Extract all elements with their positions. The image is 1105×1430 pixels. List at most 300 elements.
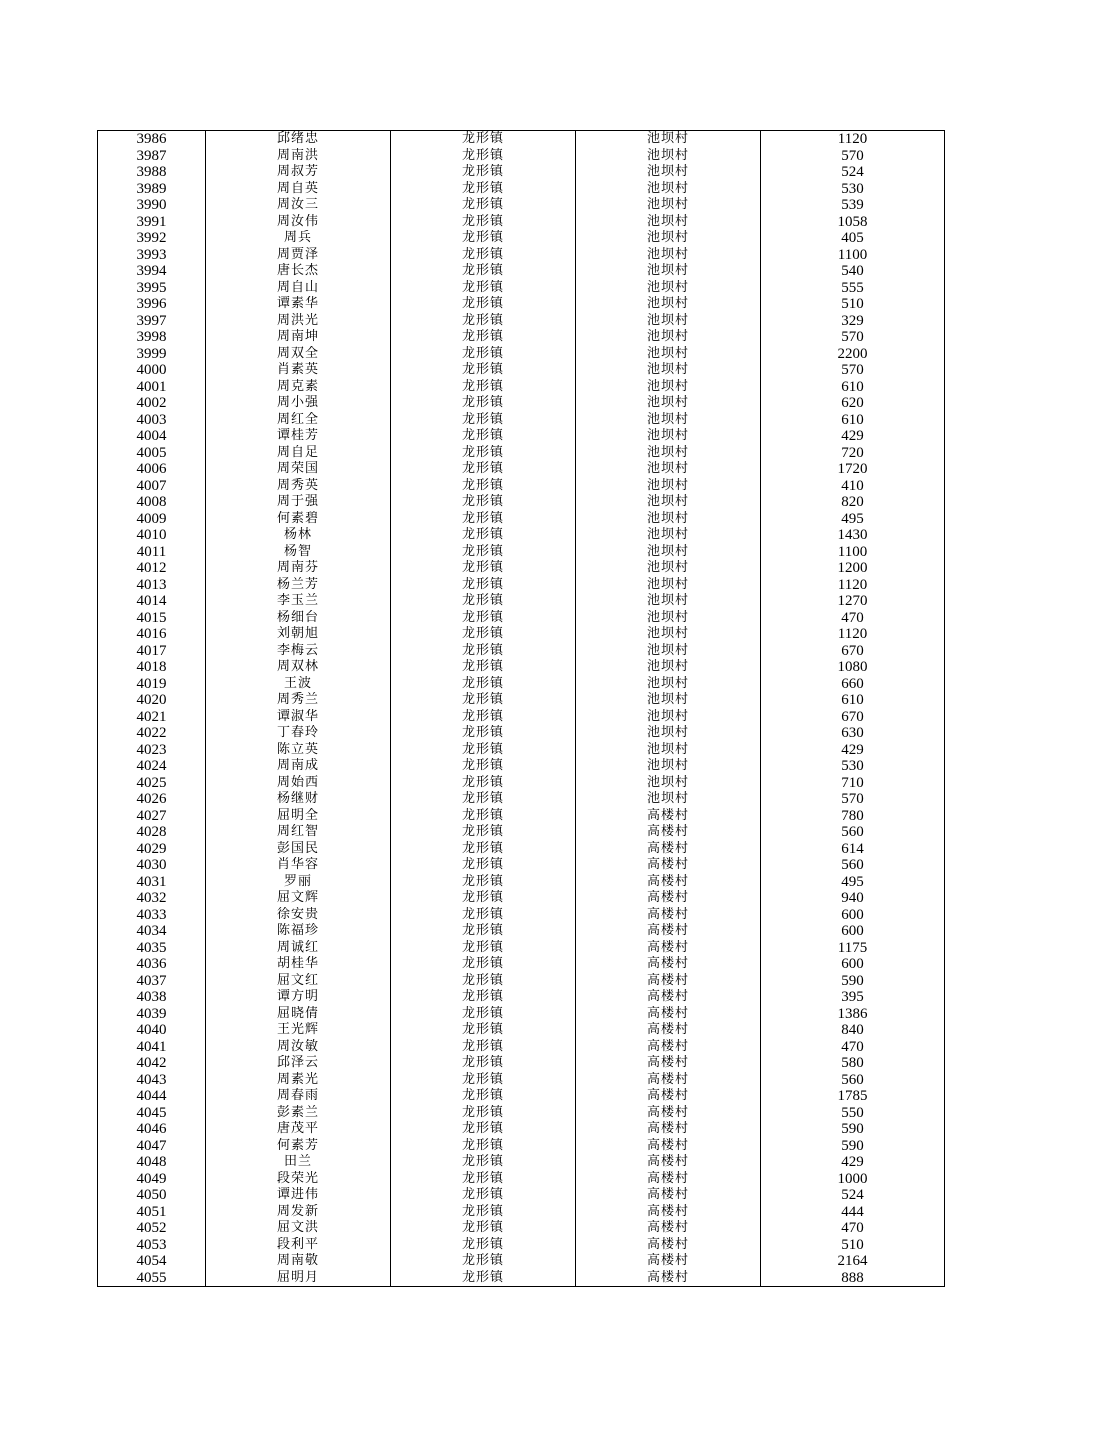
town-cell: 龙形镇 [391,197,576,214]
town-cell: 龙形镇 [391,181,576,198]
village-cell: 池坝村 [576,659,761,676]
name-cell: 唐茂平 [206,1121,391,1138]
village-cell: 高楼村 [576,1187,761,1204]
amount-cell: 720 [761,445,945,462]
village-cell: 高楼村 [576,1220,761,1237]
name-cell: 周始西 [206,775,391,792]
amount-cell: 1175 [761,940,945,957]
serial-number-cell: 4028 [98,824,206,841]
town-cell: 龙形镇 [391,659,576,676]
name-cell: 周南洪 [206,148,391,165]
town-cell: 龙形镇 [391,593,576,610]
serial-number-cell: 3994 [98,263,206,280]
table-row [98,148,945,165]
name-cell: 田兰 [206,1154,391,1171]
village-cell: 池坝村 [576,131,761,148]
amount-cell: 570 [761,362,945,379]
amount-cell: 670 [761,643,945,660]
table-row [98,131,945,148]
village-cell: 池坝村 [576,626,761,643]
amount-cell: 395 [761,989,945,1006]
town-cell: 龙形镇 [391,1154,576,1171]
village-cell: 池坝村 [576,313,761,330]
town-cell: 龙形镇 [391,1088,576,1105]
town-cell: 龙形镇 [391,643,576,660]
serial-number-cell: 4017 [98,643,206,660]
town-cell: 龙形镇 [391,676,576,693]
village-cell: 高楼村 [576,874,761,891]
table-row [98,478,945,495]
town-cell: 龙形镇 [391,775,576,792]
amount-cell: 600 [761,956,945,973]
serial-number-cell: 4049 [98,1171,206,1188]
village-cell: 池坝村 [576,511,761,528]
town-cell: 龙形镇 [391,379,576,396]
name-cell: 王光辉 [206,1022,391,1039]
serial-number-cell: 4053 [98,1237,206,1254]
village-cell: 高楼村 [576,973,761,990]
name-cell: 周荣国 [206,461,391,478]
serial-number-cell: 4029 [98,841,206,858]
amount-cell: 1120 [761,577,945,594]
serial-number-cell: 4047 [98,1138,206,1155]
table-row [98,923,945,940]
table-row [98,329,945,346]
serial-number-cell: 4045 [98,1105,206,1122]
table-row [98,643,945,660]
amount-cell: 1270 [761,593,945,610]
town-cell: 龙形镇 [391,956,576,973]
serial-number-cell: 4042 [98,1055,206,1072]
name-cell: 周发新 [206,1204,391,1221]
table-row [98,445,945,462]
serial-number-cell: 3997 [98,313,206,330]
amount-cell: 470 [761,1039,945,1056]
town-cell: 龙形镇 [391,610,576,627]
amount-cell: 429 [761,428,945,445]
serial-number-cell: 3987 [98,148,206,165]
serial-number-cell: 4005 [98,445,206,462]
village-cell: 高楼村 [576,989,761,1006]
name-cell: 陈福珍 [206,923,391,940]
town-cell: 龙形镇 [391,329,576,346]
serial-number-cell: 4002 [98,395,206,412]
serial-number-cell: 4012 [98,560,206,577]
table-row [98,874,945,891]
village-cell: 高楼村 [576,1171,761,1188]
town-cell: 龙形镇 [391,428,576,445]
village-cell: 池坝村 [576,676,761,693]
amount-cell: 470 [761,1220,945,1237]
name-cell: 周春雨 [206,1088,391,1105]
name-cell: 周红全 [206,412,391,429]
town-cell: 龙形镇 [391,742,576,759]
town-cell: 龙形镇 [391,247,576,264]
table-row [98,1154,945,1171]
serial-number-cell: 4054 [98,1253,206,1270]
amount-cell: 888 [761,1270,945,1287]
town-cell: 龙形镇 [391,1039,576,1056]
table-row [98,956,945,973]
table-row [98,1072,945,1089]
serial-number-cell: 3995 [98,280,206,297]
name-cell: 周双全 [206,346,391,363]
village-cell: 高楼村 [576,907,761,924]
village-cell: 池坝村 [576,214,761,231]
amount-cell: 1120 [761,626,945,643]
serial-number-cell: 3989 [98,181,206,198]
table-row [98,791,945,808]
village-cell: 高楼村 [576,1154,761,1171]
amount-cell: 429 [761,1154,945,1171]
name-cell: 周兵 [206,230,391,247]
town-cell: 龙形镇 [391,296,576,313]
amount-cell: 329 [761,313,945,330]
amount-cell: 630 [761,725,945,742]
name-cell: 陈立英 [206,742,391,759]
table-row [98,742,945,759]
amount-cell: 539 [761,197,945,214]
amount-cell: 2200 [761,346,945,363]
table-row [98,1204,945,1221]
name-cell: 杨细台 [206,610,391,627]
table-row [98,544,945,561]
amount-cell: 610 [761,692,945,709]
village-cell: 池坝村 [576,230,761,247]
town-cell: 龙形镇 [391,1253,576,1270]
name-cell: 周小强 [206,395,391,412]
town-cell: 龙形镇 [391,263,576,280]
amount-cell: 600 [761,907,945,924]
table-row [98,1253,945,1270]
village-cell: 高楼村 [576,1253,761,1270]
name-cell: 周红智 [206,824,391,841]
table-row [98,709,945,726]
table-row [98,1006,945,1023]
amount-cell: 614 [761,841,945,858]
town-cell: 龙形镇 [391,214,576,231]
table-row [98,610,945,627]
name-cell: 谭素华 [206,296,391,313]
name-cell: 周贾泽 [206,247,391,264]
village-cell: 高楼村 [576,956,761,973]
serial-number-cell: 4033 [98,907,206,924]
amount-cell: 1100 [761,247,945,264]
name-cell: 杨兰芳 [206,577,391,594]
amount-cell: 940 [761,890,945,907]
serial-number-cell: 4013 [98,577,206,594]
serial-number-cell: 4027 [98,808,206,825]
town-cell: 龙形镇 [391,1270,576,1287]
amount-cell: 560 [761,857,945,874]
serial-number-cell: 4024 [98,758,206,775]
table-row [98,857,945,874]
town-cell: 龙形镇 [391,1055,576,1072]
name-cell: 周克素 [206,379,391,396]
table-row [98,494,945,511]
town-cell: 龙形镇 [391,577,576,594]
amount-cell: 1200 [761,560,945,577]
table-row [98,511,945,528]
village-cell: 池坝村 [576,643,761,660]
amount-cell: 590 [761,1121,945,1138]
village-cell: 高楼村 [576,1204,761,1221]
town-cell: 龙形镇 [391,709,576,726]
amount-cell: 610 [761,379,945,396]
table-row [98,824,945,841]
town-cell: 龙形镇 [391,230,576,247]
town-cell: 龙形镇 [391,1072,576,1089]
table-row [98,346,945,363]
serial-number-cell: 4000 [98,362,206,379]
name-cell: 周南成 [206,758,391,775]
name-cell: 杨继财 [206,791,391,808]
table-row [98,280,945,297]
serial-number-cell: 4025 [98,775,206,792]
town-cell: 龙形镇 [391,1121,576,1138]
table-row [98,676,945,693]
roster-table-body [98,131,945,1287]
table-row [98,989,945,1006]
table-row [98,230,945,247]
amount-cell: 570 [761,148,945,165]
name-cell: 屈明月 [206,1270,391,1287]
amount-cell: 590 [761,973,945,990]
serial-number-cell: 4021 [98,709,206,726]
serial-number-cell: 4031 [98,874,206,891]
serial-number-cell: 4052 [98,1220,206,1237]
village-cell: 高楼村 [576,1072,761,1089]
amount-cell: 510 [761,296,945,313]
table-row [98,1237,945,1254]
village-cell: 高楼村 [576,1006,761,1023]
town-cell: 龙形镇 [391,445,576,462]
village-cell: 池坝村 [576,296,761,313]
amount-cell: 495 [761,511,945,528]
name-cell: 周自山 [206,280,391,297]
town-cell: 龙形镇 [391,890,576,907]
village-cell: 池坝村 [576,593,761,610]
name-cell: 谭淑华 [206,709,391,726]
amount-cell: 600 [761,923,945,940]
town-cell: 龙形镇 [391,874,576,891]
name-cell: 段荣光 [206,1171,391,1188]
serial-number-cell: 4009 [98,511,206,528]
town-cell: 龙形镇 [391,791,576,808]
town-cell: 龙形镇 [391,1022,576,1039]
town-cell: 龙形镇 [391,725,576,742]
town-cell: 龙形镇 [391,560,576,577]
table-row [98,247,945,264]
table-row [98,808,945,825]
table-row [98,1105,945,1122]
name-cell: 周汝三 [206,197,391,214]
name-cell: 周双林 [206,659,391,676]
amount-cell: 405 [761,230,945,247]
amount-cell: 1120 [761,131,945,148]
serial-number-cell: 3991 [98,214,206,231]
amount-cell: 570 [761,329,945,346]
serial-number-cell: 4038 [98,989,206,1006]
amount-cell: 780 [761,808,945,825]
amount-cell: 670 [761,709,945,726]
village-cell: 高楼村 [576,1105,761,1122]
name-cell: 李玉兰 [206,593,391,610]
name-cell: 周汝敏 [206,1039,391,1056]
serial-number-cell: 3990 [98,197,206,214]
name-cell: 杨林 [206,527,391,544]
serial-number-cell: 4006 [98,461,206,478]
town-cell: 龙形镇 [391,1105,576,1122]
village-cell: 池坝村 [576,148,761,165]
serial-number-cell: 4023 [98,742,206,759]
serial-number-cell: 4055 [98,1270,206,1287]
town-cell: 龙形镇 [391,412,576,429]
table-row [98,214,945,231]
amount-cell: 510 [761,1237,945,1254]
serial-number-cell: 4008 [98,494,206,511]
name-cell: 何素芳 [206,1138,391,1155]
serial-number-cell: 4040 [98,1022,206,1039]
name-cell: 刘朝旭 [206,626,391,643]
serial-number-cell: 4014 [98,593,206,610]
village-cell: 池坝村 [576,494,761,511]
town-cell: 龙形镇 [391,841,576,858]
village-cell: 池坝村 [576,461,761,478]
village-cell: 池坝村 [576,692,761,709]
serial-number-cell: 4019 [98,676,206,693]
table-row [98,197,945,214]
amount-cell: 590 [761,1138,945,1155]
town-cell: 龙形镇 [391,907,576,924]
village-cell: 高楼村 [576,808,761,825]
serial-number-cell: 4032 [98,890,206,907]
village-cell: 高楼村 [576,1237,761,1254]
name-cell: 王波 [206,676,391,693]
name-cell: 周南坤 [206,329,391,346]
serial-number-cell: 4003 [98,412,206,429]
table-row [98,907,945,924]
town-cell: 龙形镇 [391,1171,576,1188]
serial-number-cell: 4022 [98,725,206,742]
serial-number-cell: 4035 [98,940,206,957]
name-cell: 谭进伟 [206,1187,391,1204]
amount-cell: 660 [761,676,945,693]
name-cell: 屈文洪 [206,1220,391,1237]
serial-number-cell: 4001 [98,379,206,396]
serial-number-cell: 3999 [98,346,206,363]
serial-number-cell: 4044 [98,1088,206,1105]
table-row [98,593,945,610]
table-row [98,379,945,396]
serial-number-cell: 4026 [98,791,206,808]
amount-cell: 610 [761,412,945,429]
village-cell: 高楼村 [576,1121,761,1138]
table-row [98,181,945,198]
serial-number-cell: 4020 [98,692,206,709]
table-row [98,1022,945,1039]
amount-cell: 1080 [761,659,945,676]
amount-cell: 710 [761,775,945,792]
serial-number-cell: 3992 [98,230,206,247]
amount-cell: 524 [761,1187,945,1204]
serial-number-cell: 4034 [98,923,206,940]
town-cell: 龙形镇 [391,511,576,528]
amount-cell: 840 [761,1022,945,1039]
town-cell: 龙形镇 [391,346,576,363]
town-cell: 龙形镇 [391,1138,576,1155]
serial-number-cell: 3993 [98,247,206,264]
table-row [98,758,945,775]
town-cell: 龙形镇 [391,923,576,940]
amount-cell: 560 [761,824,945,841]
town-cell: 龙形镇 [391,808,576,825]
amount-cell: 410 [761,478,945,495]
serial-number-cell: 4039 [98,1006,206,1023]
name-cell: 周秀兰 [206,692,391,709]
town-cell: 龙形镇 [391,989,576,1006]
village-cell: 高楼村 [576,1138,761,1155]
amount-cell: 530 [761,758,945,775]
serial-number-cell: 4016 [98,626,206,643]
name-cell: 屈文辉 [206,890,391,907]
serial-number-cell: 4041 [98,1039,206,1056]
name-cell: 周素光 [206,1072,391,1089]
town-cell: 龙形镇 [391,164,576,181]
name-cell: 周诚红 [206,940,391,957]
amount-cell: 495 [761,874,945,891]
name-cell: 胡桂华 [206,956,391,973]
name-cell: 唐长杰 [206,263,391,280]
serial-number-cell: 4051 [98,1204,206,1221]
village-cell: 池坝村 [576,280,761,297]
amount-cell: 570 [761,791,945,808]
village-cell: 池坝村 [576,247,761,264]
table-row [98,1187,945,1204]
town-cell: 龙形镇 [391,1204,576,1221]
name-cell: 杨智 [206,544,391,561]
town-cell: 龙形镇 [391,280,576,297]
table-row [98,1220,945,1237]
table-row [98,362,945,379]
village-cell: 池坝村 [576,577,761,594]
amount-cell: 555 [761,280,945,297]
serial-number-cell: 4004 [98,428,206,445]
table-row [98,775,945,792]
name-cell: 何素碧 [206,511,391,528]
serial-number-cell: 4037 [98,973,206,990]
village-cell: 池坝村 [576,379,761,396]
name-cell: 谭方明 [206,989,391,1006]
table-row [98,560,945,577]
town-cell: 龙形镇 [391,461,576,478]
amount-cell: 2164 [761,1253,945,1270]
town-cell: 龙形镇 [391,758,576,775]
name-cell: 周秀英 [206,478,391,495]
village-cell: 池坝村 [576,412,761,429]
name-cell: 周叔芳 [206,164,391,181]
town-cell: 龙形镇 [391,494,576,511]
village-cell: 池坝村 [576,544,761,561]
amount-cell: 1430 [761,527,945,544]
table-row [98,412,945,429]
table-row [98,461,945,478]
village-cell: 池坝村 [576,329,761,346]
name-cell: 彭国民 [206,841,391,858]
town-cell: 龙形镇 [391,1220,576,1237]
name-cell: 罗丽 [206,874,391,891]
village-cell: 高楼村 [576,1055,761,1072]
